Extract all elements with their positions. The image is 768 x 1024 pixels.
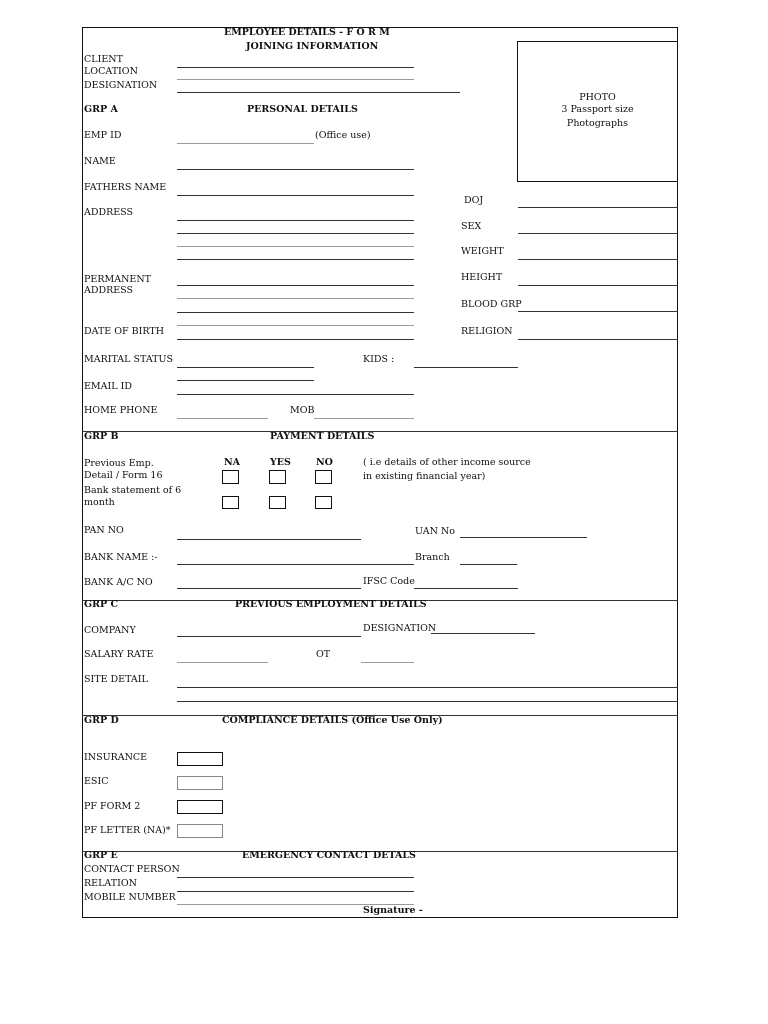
contact-person-label: CONTACT PERSON — [84, 864, 180, 875]
branch-field[interactable] — [460, 564, 517, 565]
address-field-line-2[interactable] — [177, 233, 414, 234]
doj-field[interactable] — [518, 207, 678, 208]
dob-label: DATE OF BIRTH — [84, 326, 164, 337]
insurance-label: INSURANCE — [84, 752, 148, 763]
grp-b-code: GRP B — [84, 431, 119, 442]
ot-field[interactable] — [361, 662, 414, 663]
site-detail-field-line-2[interactable] — [177, 701, 678, 702]
address-field-line-3[interactable] — [177, 246, 414, 247]
esic-label: ESIC — [84, 776, 109, 787]
form-title: EMPLOYEE DETAILS - F O R M — [224, 27, 390, 38]
blood-grp-field[interactable] — [518, 311, 678, 312]
bank-statement-month-label: month — [84, 497, 115, 508]
ifsc-code-label: IFSC Code — [363, 576, 415, 587]
bank-name-field[interactable] — [177, 564, 414, 565]
site-detail-label: SITE DETAIL — [84, 674, 148, 685]
weight-label: WEIGHT — [461, 246, 504, 257]
personal-details-heading: PERSONAL DETAILS — [247, 104, 358, 115]
site-detail-field-line-1[interactable] — [177, 687, 678, 688]
company-label: COMPANY — [84, 625, 136, 636]
mobile-number-label: MOBILE NUMBER — [84, 892, 176, 903]
permanent-address-line-4[interactable] — [177, 325, 414, 326]
sex-label: SEX — [461, 221, 482, 232]
prev-emp-na-checkbox[interactable] — [222, 470, 239, 484]
prev-emp-no-checkbox[interactable] — [315, 470, 332, 484]
salary-rate-label: SALARY RATE — [84, 649, 154, 660]
kids-field[interactable] — [414, 367, 518, 368]
sex-field[interactable] — [518, 233, 678, 234]
pf-letter-box[interactable] — [177, 824, 223, 838]
permanent-address-label: ADDRESS — [84, 285, 134, 296]
doj-label: DOJ — [464, 195, 484, 206]
location-field[interactable] — [177, 79, 414, 80]
form-subtitle: JOINING INFORMATION — [246, 41, 379, 52]
office-use-note: (Office use) — [315, 130, 371, 141]
bank-statement-label: Bank statement of 6 — [84, 485, 182, 496]
fathers-name-field[interactable] — [177, 195, 414, 196]
grp-c-code: GRP C — [84, 599, 119, 610]
religion-label: RELIGION — [461, 326, 513, 337]
photo-size-label: 3 Passport size — [561, 104, 634, 115]
pf-form2-label: PF FORM 2 — [84, 801, 141, 812]
ifsc-code-field[interactable] — [414, 588, 518, 589]
mob-field[interactable] — [314, 418, 414, 419]
compliance-heading: COMPLIANCE DETAILS (Office Use Only) — [222, 715, 443, 726]
permanent-label: PERMANENT — [84, 274, 151, 285]
permanent-address-line-3[interactable] — [177, 312, 414, 313]
home-phone-label: HOME PHONE — [84, 405, 158, 416]
blood-grp-label: BLOOD GRP — [461, 299, 522, 310]
name-field[interactable] — [177, 169, 414, 170]
height-field[interactable] — [518, 285, 678, 286]
address-label: ADDRESS — [84, 207, 134, 218]
address-field-line-1[interactable] — [177, 220, 414, 221]
email-id-label: EMAIL ID — [84, 381, 132, 392]
pan-no-field[interactable] — [177, 539, 361, 540]
income-note-line-2: in existing financial year) — [363, 471, 486, 482]
name-label: NAME — [84, 156, 116, 167]
uan-no-field[interactable] — [460, 537, 587, 538]
insurance-box[interactable] — [177, 752, 223, 766]
email-id-field-line-1[interactable] — [177, 380, 314, 381]
contact-person-field[interactable] — [177, 877, 414, 878]
esic-box[interactable] — [177, 776, 223, 790]
form16-label: Detail / Form 16 — [84, 470, 163, 481]
signature-label: Signature - — [363, 905, 423, 916]
bank-stmt-no-checkbox[interactable] — [315, 496, 332, 509]
pf-form2-box[interactable] — [177, 800, 223, 814]
prev-emp-label: Previous Emp. — [84, 458, 154, 469]
section-divider-b — [82, 431, 678, 432]
fathers-name-label: FATHERS NAME — [84, 182, 167, 193]
pf-letter-label: PF LETTER (NA)* — [84, 825, 171, 836]
home-phone-field[interactable] — [177, 418, 268, 419]
income-note-line-1: ( i.e details of other income source — [363, 457, 531, 468]
permanent-address-line-2[interactable] — [177, 298, 414, 299]
designation-label: DESIGNATION — [84, 80, 158, 91]
bank-name-label: BANK NAME :- — [84, 552, 158, 563]
option-no-label: NO — [316, 457, 333, 468]
salary-rate-field[interactable] — [177, 662, 268, 663]
pan-no-label: PAN NO — [84, 525, 124, 536]
emp-id-label: EMP ID — [84, 130, 122, 141]
client-field[interactable] — [177, 67, 414, 68]
marital-status-label: MARITAL STATUS — [84, 354, 174, 365]
religion-field[interactable] — [518, 339, 678, 340]
prev-employment-heading: PREVIOUS EMPLOYMENT DETAILS — [235, 599, 427, 610]
company-field[interactable] — [177, 636, 361, 637]
relation-label: RELATION — [84, 878, 137, 889]
option-na-label: NA — [224, 457, 241, 468]
designation-c-label: DESIGNATION — [363, 623, 437, 634]
emp-id-field[interactable] — [177, 143, 314, 144]
client-label: CLIENT — [84, 54, 123, 65]
bank-ac-no-label: BANK A/C NO — [84, 577, 153, 588]
photo-label: PHOTO — [579, 92, 616, 103]
marital-status-field[interactable] — [177, 367, 314, 368]
ot-label: OT — [316, 649, 331, 660]
mob-label: MOB — [290, 405, 315, 416]
bank-stmt-yes-checkbox[interactable] — [269, 496, 286, 509]
emergency-contact-heading: EMERGENCY CONTACT DETALS — [242, 850, 416, 861]
grp-e-code: GRP E — [84, 850, 118, 861]
grp-a-code: GRP A — [84, 104, 118, 115]
bank-ac-no-field[interactable] — [177, 588, 361, 589]
email-id-field[interactable] — [177, 394, 414, 395]
weight-field[interactable] — [518, 259, 678, 260]
payment-details-heading: PAYMENT DETAILS — [270, 431, 375, 442]
height-label: HEIGHT — [461, 272, 503, 283]
option-yes-label: YES — [270, 457, 291, 468]
uan-no-label: UAN No — [415, 526, 455, 537]
permanent-address-line-1[interactable] — [177, 285, 414, 286]
location-label: LOCATION — [84, 66, 138, 77]
kids-label: KIDS : — [363, 354, 395, 365]
bank-stmt-na-checkbox[interactable] — [222, 496, 239, 509]
designation-field[interactable] — [177, 92, 460, 93]
designation-c-field[interactable] — [431, 633, 535, 634]
prev-emp-yes-checkbox[interactable] — [269, 470, 286, 484]
dob-field[interactable] — [177, 339, 414, 340]
photo-photographs-label: Photographs — [566, 118, 629, 129]
address-field-line-4[interactable] — [177, 259, 414, 260]
branch-label: Branch — [415, 552, 450, 563]
relation-field[interactable] — [177, 891, 414, 892]
grp-d-code: GRP D — [84, 715, 119, 726]
